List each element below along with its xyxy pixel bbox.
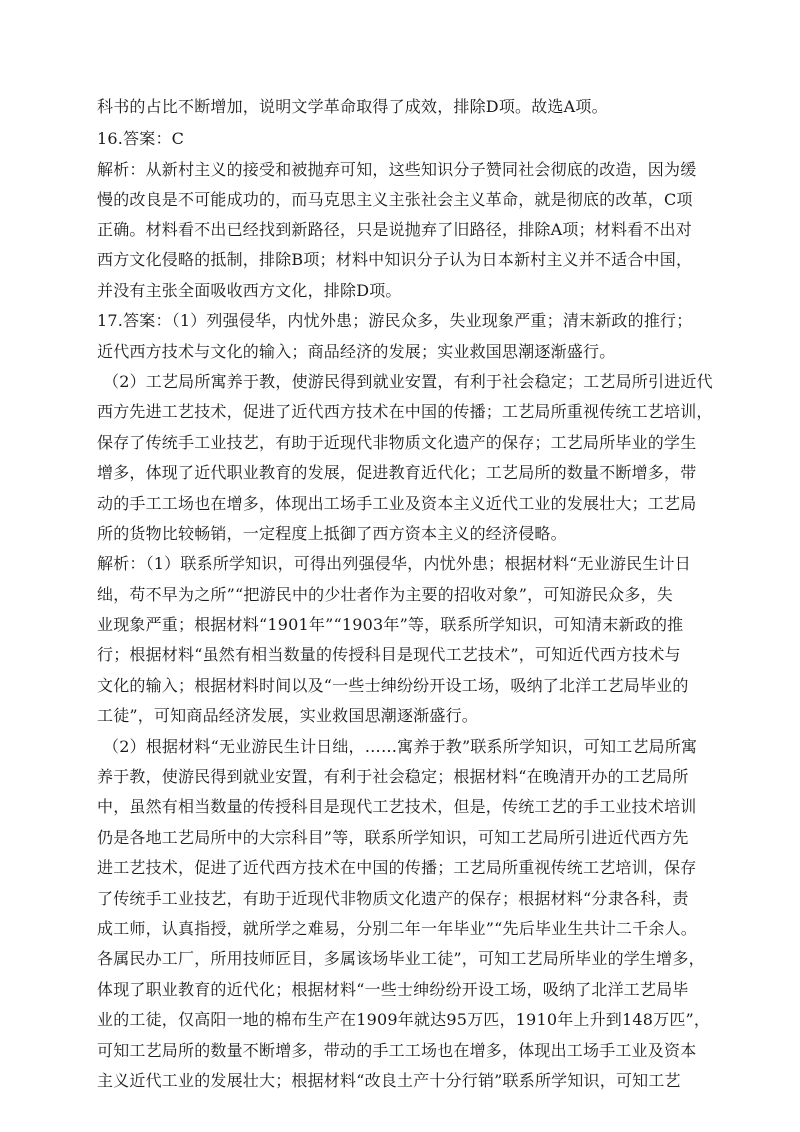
analysis-17-part-2-line-7: 成工师，认真指授，就所学之难易，分别二年一年毕业”“先后毕业生共计二千余人。 xyxy=(97,919,697,938)
analysis-17-part-2-line-10: 业的工徒，仅高阳一地的棉布生产在1909年就达95万匹，1910年上升到148万匹”， xyxy=(97,1010,711,1029)
analysis-16-line-1: 解析：从新村主义的接受和被抛弃可知，这些知识分子赞同社会彻底的改造，因为缓 xyxy=(97,160,697,179)
analysis-17-part-2-line-4: 仍是各地工艺局所中的大宗科目”等，联系所学知识，可知工艺局所引进近代西方先 xyxy=(97,828,689,847)
analysis-17-line-3: 业现象严重；根据材料“1901年”“1903年”等，联系所学知识，可知清末新政的推 xyxy=(97,615,684,634)
answer-17-part-2-line-6: 所的货物比较畅销，一定程度上抵御了西方资本主义的经济侵略。 xyxy=(97,524,567,543)
analysis-17-part-2-line-5: 进工艺技术，促进了近代西方技术在中国的传播；工艺局所重视传统工艺培训，保存 xyxy=(97,858,697,877)
answer-17-part-2-line-3: 保存了传统手工业技艺，有助于近现代非物质文化遗产的保存；工艺局所毕业的学生 xyxy=(97,433,697,452)
analysis-17-part-2-line-2: 养于教，使游民得到就业安置，有利于社会稳定；根据材料“在晚清开办的工艺局所 xyxy=(97,767,689,786)
analysis-16-line-5: 并没有主张全面吸收西方文化，排除D项。 xyxy=(97,281,402,300)
analysis-17-line-5: 文化的输入；根据材料时间以及“一些士绅纷纷开设工场，吸纳了北洋工艺局毕业的 xyxy=(97,676,689,695)
analysis-17-part-2-line-1: （2）根据材料“无业游民生计日绌，……寓养于教”联系所学知识，可知工艺局所寓 xyxy=(103,737,698,756)
analysis-17-part-2-line-6: 了传统手工业技艺，有助于近现代非物质文化遗产的保存；根据材料“分隶各科，责 xyxy=(97,889,689,908)
answer-17-line-2: 近代西方技术与文化的输入；商品经济的发展；实业救国思潮逐渐盛行。 xyxy=(97,342,616,361)
answer-17-part-2-line-5: 动的手工工场也在增多，体现出工场手工业及资本主义近代工业的发展壮大；工艺局 xyxy=(97,494,697,513)
answer-17-line-1: 17.答案：（1）列强侵华，内忧外患；游民众多，失业现象严重；清末新政的推行； xyxy=(97,311,693,330)
analysis-17-part-2-line-9: 体现了职业教育的近代化；根据材料“一些士绅纷纷开设工场，吸纳了北洋工艺局毕 xyxy=(97,980,689,999)
analysis-17-part-2-line-8: 各属民办工厂，所用技师匠目，多属该场毕业工徒”，可知工艺局所毕业的学生增多， xyxy=(97,949,705,968)
analysis-16-line-2: 慢的改良是不可能成功的，而马克思主义主张社会主义革命，就是彻底的改革，C项 xyxy=(97,190,693,209)
analysis-17-line-4: 行；根据材料“虽然有相当数量的传授科目是现代工艺技术”，可知近代西方技术与 xyxy=(97,645,681,664)
analysis-17-part-2-line-11: 可知工艺局所的数量不断增多，带动的手工工场也在增多，体现出工场手工业及资本 xyxy=(97,1041,697,1060)
answer-17-part-2-line-4: 增多，体现了近代职业教育的发展，促进教育近代化；工艺局所的数量不断增多，带 xyxy=(97,463,697,482)
analysis-17-line-2: 绌，苟不早为之所”“把游民中的少壮者作为主要的招收对象”，可知游民众多，失 xyxy=(97,585,673,604)
analysis-17-part-2-line-3: 中，虽然有相当数量的传授科目是现代工艺技术，但是，传统工艺的手工业技术培训 xyxy=(97,797,697,816)
answer-17-part-2-line-1: （2）工艺局所寓养于教，使游民得到就业安置，有利于社会稳定；工艺局所引进近代 xyxy=(103,372,713,391)
analysis-17-line-1: 解析：（1）联系所学知识，可得出列强侵华，内忧外患；根据材料“无业游民生计日 xyxy=(97,554,691,573)
analysis-16-line-4: 西方文化侵略的抵制，排除B项；材料中知识分子认为日本新村主义并不适合中国， xyxy=(97,250,693,269)
analysis-17-part-2-line-12: 主义近代工业的发展壮大；根据材料“改良土产十分行销”联系所学知识，可知工艺 xyxy=(97,1071,681,1090)
analysis-17-line-6: 工徒”，可知商品经济发展，实业救国思潮逐渐盛行。 xyxy=(97,706,478,725)
analysis-16-line-3: 正确。材料看不出已经找到新路径，只是说抛弃了旧路径，排除A项；材料看不出对 xyxy=(97,220,692,239)
answer-17-part-2-line-2: 西方先进工艺技术，促进了近代西方技术在中国的传播；工艺局所重视传统工艺培训， xyxy=(97,402,713,421)
text-line-1: 科书的占比不断增加，说明文学革命取得了成效，排除D项。故选A项。 xyxy=(97,97,608,116)
answer-16: 16.答案：C xyxy=(97,129,185,148)
